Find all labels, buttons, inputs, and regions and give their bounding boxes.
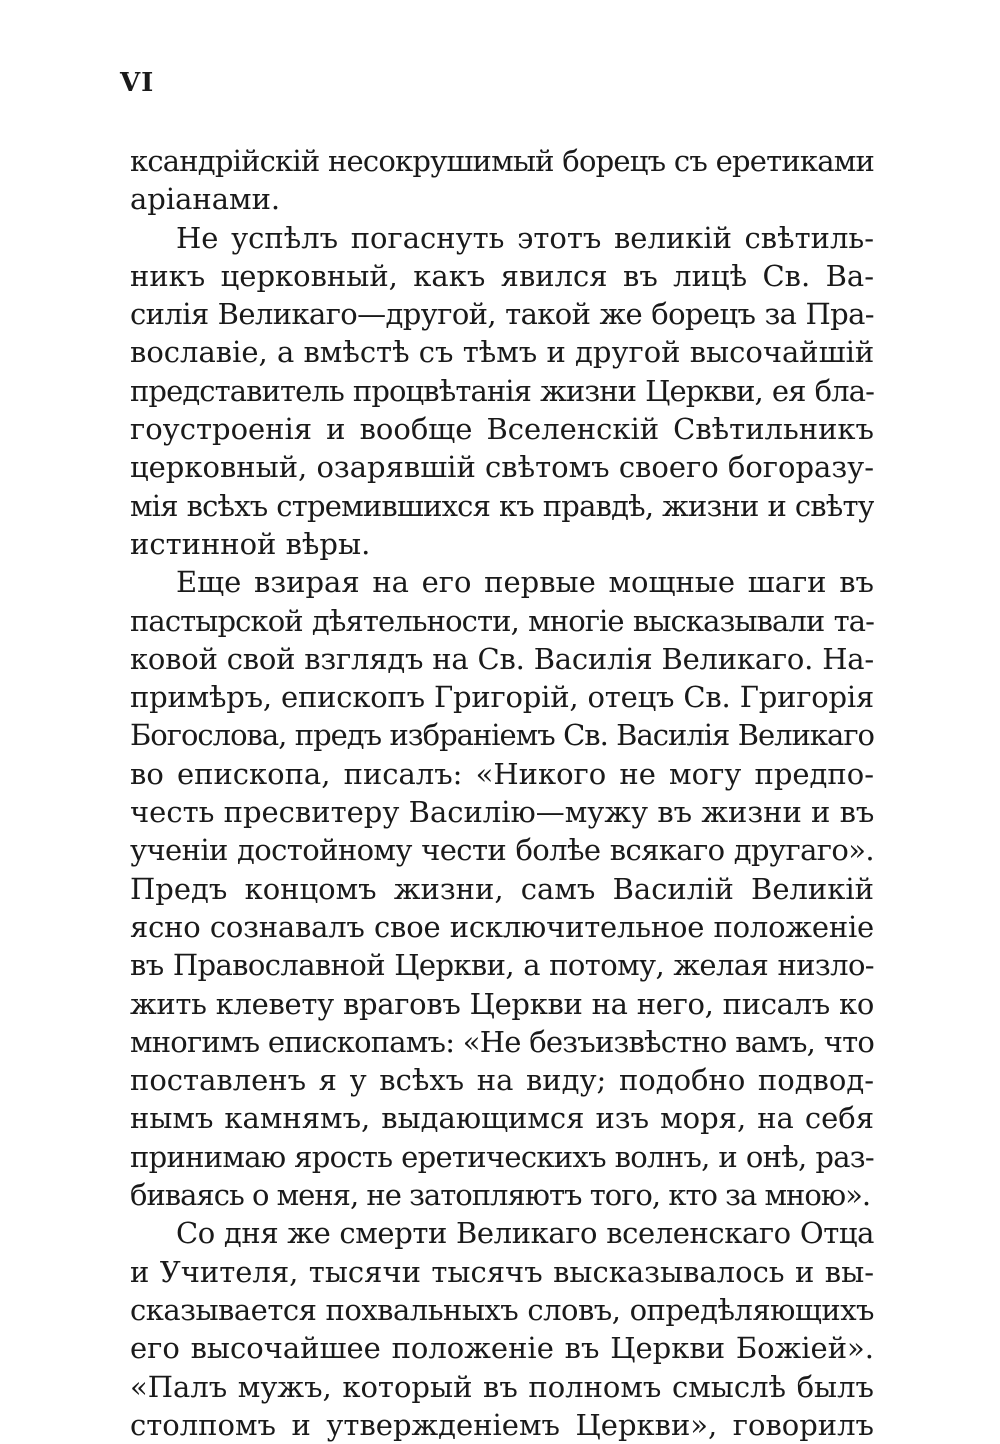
text-line: силія Великаго—другой, такой же борецъ за Пра-: [130, 297, 874, 332]
text-line: аріанами.: [130, 182, 281, 217]
text-line: Еще взирая на его первые мощные шаги въ: [176, 565, 874, 600]
text-line: ковой свой взглядъ на Св. Василія Великаго. На-: [130, 641, 874, 676]
text-line: никъ церковный, какъ явился въ лицѣ Св. Ва-: [130, 258, 874, 293]
text-line: и Учителя, тысячи тысячъ высказывалось и вы-: [130, 1254, 874, 1289]
text-line: ясно сознавалъ свое исключительное положеніе: [130, 909, 874, 944]
text-line: Предъ концомъ жизни, самъ Василій Великій: [130, 871, 874, 906]
text-line: истинной вѣры.: [130, 526, 371, 561]
text-line: представитель процвѣтанія жизни Церкви, ея бла-: [130, 373, 874, 408]
text-line: примѣръ, епископъ Григорій, отецъ Св. Григорія: [130, 680, 874, 715]
text-line: Со дня же смерти Великаго вселенскаго Отца: [176, 1216, 874, 1251]
text-line: «Палъ мужъ, который въ полномъ смыслѣ былъ: [130, 1369, 874, 1404]
text-line: мія всѣхъ стремившихся къ правдѣ, жизни и свѣту: [130, 488, 874, 523]
text-line: церковный, озарявшій свѣтомъ своего богоразу-: [130, 450, 874, 485]
text-line: Богослова, предъ избраніемъ Св. Василія Великаго: [130, 718, 874, 753]
body-text: [130, 142, 874, 1444]
text-line: честь пресвитеру Василію—мужу въ жизни и въ: [130, 795, 874, 830]
text-line: ксандрійскій несокрушимый борецъ съ еретиками: [130, 144, 874, 178]
text-line: во епископа, писалъ: «Никого не могу предпо-: [130, 756, 874, 791]
text-line: столпомъ и утвержденіемъ Церкви», говорилъ: [130, 1407, 874, 1442]
text-line: въ Православной Церкви, а потому, желая низло-: [130, 948, 874, 983]
text-line: биваясь о меня, не затопляютъ того, кто за мною».: [130, 1178, 871, 1213]
page-number: VI: [120, 68, 155, 98]
text-line: вославіе, а вмѣстѣ съ тѣмъ и другой высочайшій: [130, 335, 874, 370]
text-line: Не успѣлъ погаснуть этотъ великій свѣтиль-: [176, 220, 874, 255]
text-line: многимъ епископамъ: «Не безъизвѣстно вамъ, что: [130, 1024, 874, 1059]
text-line: сказывается похвальныхъ словъ, опредѣляющихъ: [130, 1292, 874, 1327]
text-line: поставленъ я у всѣхъ на виду; подобно подвод-: [130, 1063, 874, 1098]
text-line: пастырской дѣятельности, многіе высказывали та-: [130, 603, 874, 638]
text-line: жить клевету враговъ Церкви на него, писалъ ко: [130, 986, 874, 1021]
text-line: его высочайшее положеніе въ Церкви Божіей».: [130, 1331, 874, 1366]
text-line: принимаю ярость еретическихъ волнъ, и онѣ, раз-: [130, 1139, 874, 1174]
text-line: гоустроенія и вообще Вселенскій Свѣтильникъ: [130, 412, 874, 447]
text-line: ученіи достойному чести болѣе всякаго другаго».: [130, 833, 874, 868]
text-line: нымъ камнямъ, выдающимся изъ моря, на себя: [130, 1101, 874, 1136]
